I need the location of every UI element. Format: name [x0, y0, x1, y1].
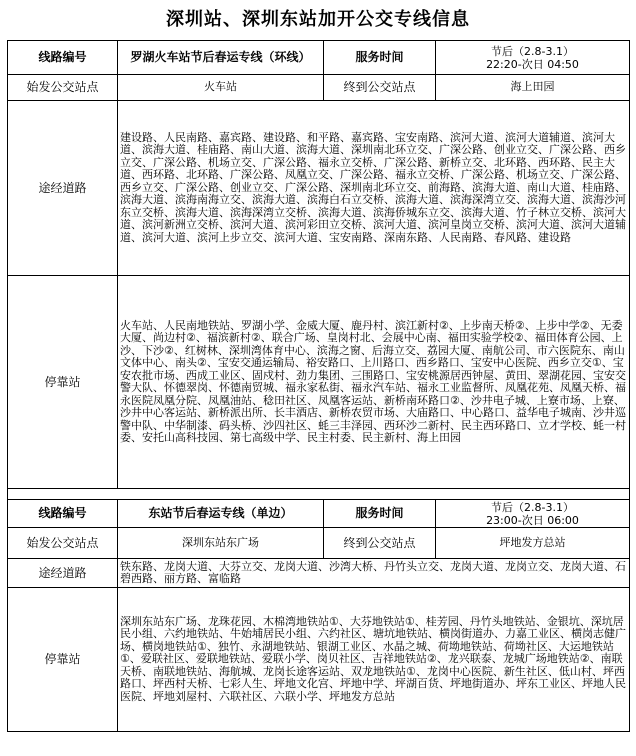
route-2-via-roads: 铁东路、龙岗大道、大芬立交、龙岗大道、沙湾大桥、丹竹头立交、龙岗大道、龙岗立交、龙岗大道、石碧西路、丽方路、富临路: [118, 559, 630, 588]
route-1-name: 罗湖火车站节后春运专线（环线）: [118, 41, 324, 75]
route-2-via-label: 途经道路: [8, 559, 118, 588]
bus-route-table: [7, 40, 630, 732]
route-1-service-time: [436, 41, 630, 75]
route-2-via-row: [8, 559, 630, 588]
route-1-start-label: 始发公交站点: [8, 75, 118, 101]
route-1-service-hours: 22:20-次日 04:50: [486, 57, 579, 71]
route-1-stops-row: [8, 276, 630, 489]
route-1-end-label: 终到公交站点: [324, 75, 436, 101]
route-1-via-row: [8, 101, 630, 276]
route-2-stops: 深圳东站东广场、龙珠花园、木棉湾地铁站①、大芬地铁站①、桂芳园、丹竹头地铁站、金银坑、深坑居民小组、六约地铁站、牛始埔居民小组、六约社区、塘坑地铁站、横岗街道办、力嘉工业区、横岗志健广场、横岗地铁站①、独竹、永湖地铁站、银湖工业区、水晶之城、荷坳地铁站、荷坳社区、大运地铁站①、爱联社区、爱联地铁站、爱联小学、岗贝社区、吉祥地铁站②、龙兴联泰、龙城广场地铁站②、南联天桥、南联地铁站、海航城、龙岗长途客运站、双龙地铁站①、龙岗中心医院、新生社区、低山村、坪西路口、坪西村天桥、七彩人生、坪地文化宫、坪地中学、坪湖百货、坪地街道办、坪东工业区、坪地人民医院、坪地刘屋村、六联社区、六联小学、坪地发方总站: [118, 588, 630, 732]
route-2-number-label: 线路编号: [8, 500, 118, 528]
route-1-number-label: 线路编号: [8, 41, 118, 75]
route-2-start-label: 始发公交站点: [8, 528, 118, 559]
route-1-header-row: [8, 41, 630, 75]
route-2-start-stop: 深圳东站东广场: [118, 528, 324, 559]
page-title: 深圳站、深圳东站加开公交专线信息: [166, 9, 470, 30]
route-2-end-stop: 坪地发方总站: [436, 528, 630, 559]
route-1-stops-label: 停靠站: [8, 276, 118, 489]
route-2-end-label: 终到公交站点: [324, 528, 436, 559]
route-1-terminal-row: [8, 75, 630, 101]
route-separator: [8, 489, 630, 500]
route-2-service-period: 节后（2.8-3.1）: [491, 500, 574, 514]
route-2-service-hours: 23:00-次日 06:00: [486, 513, 579, 527]
route-2-stops-label: 停靠站: [8, 588, 118, 732]
route-1-end-stop: 海上田园: [436, 75, 630, 101]
route-1-stops: 火车站、人民南地铁站、罗湖小学、金威大厦、鹿丹村、滨江新村②、上步南天桥②、上步中学②、无委大厦、尚边村②、福滨新村②、联合广场、皇岗村北、会展中心南、福田实验学校②、福田体育公园、上沙、下沙②、红树林、深圳湾体育中心、滨海之窗、后海立交、荔园大厦、南航公司、市六医院东、南山文体中心、南头②、宝安交通运输局、裕安路口、上川路口、西乡路口、宝安中心医院、西乡立交①、宝安农批市场、西成工业区、固戍村、劲力集团、三围路口、宝安桃源居西钟屋、黄田、翠湖花园、宝安交警大队、怀德翠岗、怀德南贸城、福永家私街、福永汽车站、福永工业监督所、凤凰花苑、凤凰天桥、福永医院凤凰分院、凤凰油站、稔田社区、凤凰客运站、新桥南环路口②、沙井电子城、上寮市场、上寮、沙井中心客运站、新桥派出所、长丰酒店、新桥农贸市场、大庙路口、中心路口、益华电子城南、沙井巡警中队、中华制漆、码头桥、沙四社区、蚝三丰泽园、西环沙二新村、民主西环路口、立才学校、蚝一村委、安托山高科技园、第七高级中学、民主村委、民主新村、海上田园: [118, 276, 630, 489]
route-2-service-time: [436, 500, 630, 528]
route-1-start-stop: 火车站: [118, 75, 324, 101]
route-1-via-roads: 建设路、人民南路、嘉宾路、建设路、和平路、嘉宾路、宝安南路、滨河大道、滨河大道辅道、滨河大道、滨海大道、桂庙路、南山大道、滨海大道、深圳南北环立交、广深公路、创业立交、广深公路、西乡立交、广深公路、机场立交、广深公路、福永立交桥、广深公路、新桥立交、北环路、西环路、民主大道、西环路、北环路、广深公路、凤凰立交、广深公路、福永立交桥、广深公路、机场立交、广深公路、西乡立交、广深公路、创业立交、广深公路、深圳南北环立交、前海路、滨海大道、南山大道、桂庙路、滨海大道、滨海南海立交、滨海大道、滨海白石立交桥、滨海大道、滨海深湾立交、滨海大道、滨海沙河东立交桥、滨海大道、滨海深湾立交桥、滨海大道、滨海侨城东立交、滨海大道、竹子林立交桥、滨河大道、滨河新洲立交桥、滨河大道、滨河彩田立交桥、滨河大道、滨河皇岗立交桥、滨河大道、滨河大道辅道、滨河大道、滨河上步立交、滨河大道、宝安南路、深南东路、人民南路、春风路、建设路: [118, 101, 630, 276]
route-2-terminal-row: [8, 528, 630, 559]
route-2-name: 东站节后春运专线（单边）: [118, 500, 324, 528]
route-2-stops-row: [8, 588, 630, 732]
route-2-header-row: [8, 500, 630, 528]
route-1-service-period: 节后（2.8-3.1）: [491, 44, 574, 58]
route-1-via-label: 途经道路: [8, 101, 118, 276]
route-2-service-label: 服务时间: [324, 500, 436, 528]
route-1-service-label: 服务时间: [324, 41, 436, 75]
